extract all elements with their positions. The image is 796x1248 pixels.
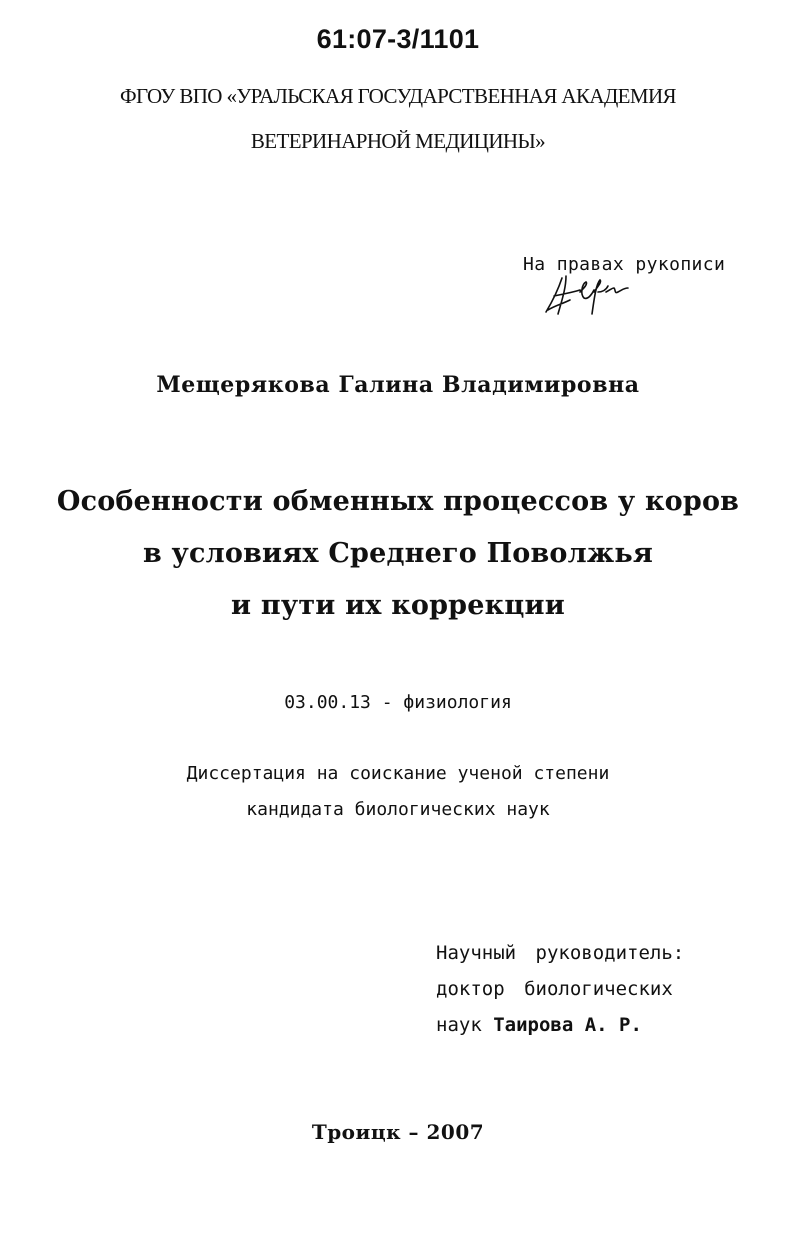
city-year: Троицк – 2007 <box>311 1120 485 1144</box>
supervisor-line-3 <box>436 1014 642 1036</box>
supervisor-line-2: доктор биологических <box>436 978 673 1000</box>
supervisor-name: Таирова А. Р. <box>493 1014 642 1036</box>
specialty-code: 03.00.13 - физиология <box>284 692 512 713</box>
dissertation-title-line-3: и пути их коррекции <box>231 590 565 621</box>
degree-line-1: Диссертация на соискание ученой степени <box>186 763 610 784</box>
manuscript-note: На правах рукописи <box>523 254 726 275</box>
dissertation-title-line-1: Особенности обменных процессов у коров <box>56 486 740 517</box>
handwritten-signature <box>540 270 640 320</box>
supervisor-line-1: Научный руководитель: <box>436 942 685 964</box>
supervisor-degree-suffix: наук <box>436 1014 482 1036</box>
institution-line-1: ФГОУ ВПО «УРАЛЬСКАЯ ГОСУДАРСТВЕННАЯ АКАДЕМИЯ <box>120 84 676 108</box>
catalog-number: 61:07-3/1101 <box>316 24 480 54</box>
institution-line-2: ВЕТЕРИНАРНОЙ МЕДИЦИНЫ» <box>250 129 546 153</box>
dissertation-title-line-2: в условиях Среднего Поволжья <box>142 538 654 569</box>
degree-line-2: кандидата биологических наук <box>246 799 550 820</box>
author-name: Мещерякова Галина Владимировна <box>156 372 640 398</box>
